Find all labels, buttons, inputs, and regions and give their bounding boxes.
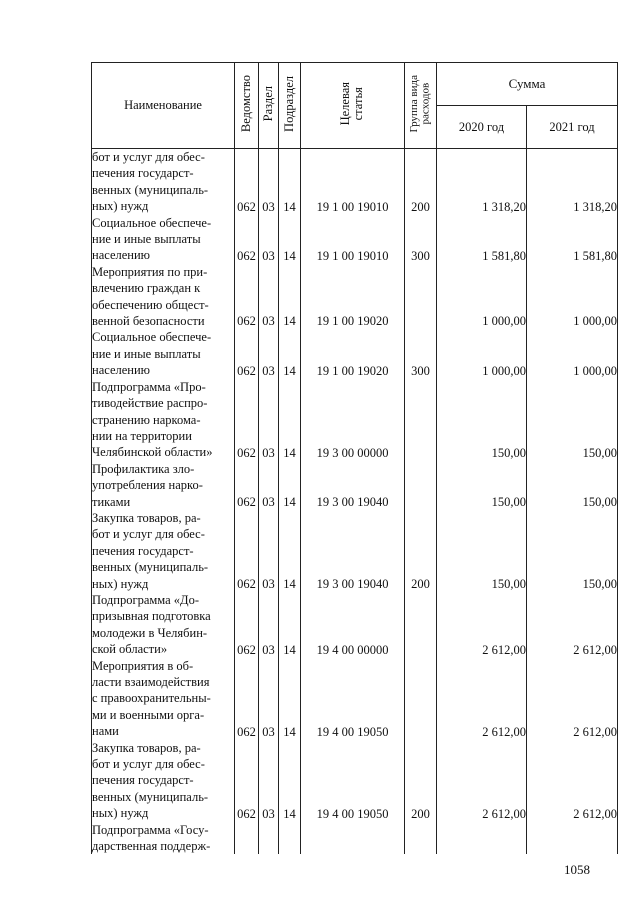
table-cell-sum-2020: 1 581,80 xyxy=(437,215,527,264)
table-cell-gruppa: 300 xyxy=(405,215,437,264)
table-cell-name: Профилактика зло- употребления нарко- тиками xyxy=(92,461,235,510)
header-summa: Сумма xyxy=(437,63,618,106)
table-cell-celevaya-statya: 19 3 00 19040 xyxy=(301,461,405,510)
table-row xyxy=(92,379,618,461)
table-cell-gruppa: 200 xyxy=(405,149,437,215)
table-cell-vedomstvo: 062 xyxy=(235,461,259,510)
header-vedomstvo: Ведомство xyxy=(235,63,259,149)
table-cell-name: Закупка товаров, ра- бот и услуг для обес- печения государст- венных (муниципаль- ных) нужд xyxy=(92,510,235,592)
table-cell-sum-2020: 2 612,00 xyxy=(437,592,527,658)
table-cell-vedomstvo: 062 xyxy=(235,149,259,215)
table-cell-name: Закупка товаров, ра- бот и услуг для обес- печения государст- венных (муниципаль- ных) нужд xyxy=(92,740,235,822)
table-cell-gruppa: 200 xyxy=(405,510,437,592)
table-cell-vedomstvo: 062 xyxy=(235,329,259,378)
table-cell-sum-2020: 2 612,00 xyxy=(437,658,527,740)
table-row xyxy=(92,592,618,658)
table-cell-gruppa xyxy=(405,822,437,855)
table-cell-razdel: 03 xyxy=(259,264,279,330)
table-cell-name: Мероприятия в об- ласти взаимодействия с правоохранительны- ми и военными орга- нами xyxy=(92,658,235,740)
table-cell-celevaya-statya: 19 1 00 19020 xyxy=(301,264,405,330)
table-cell-vedomstvo: 062 xyxy=(235,379,259,461)
table-cell-podrazdel: 14 xyxy=(279,379,301,461)
table-cell-razdel: 03 xyxy=(259,329,279,378)
table-cell-sum-2021: 150,00 xyxy=(527,461,618,510)
table-cell-razdel: 03 xyxy=(259,149,279,215)
table-cell-razdel: 03 xyxy=(259,658,279,740)
table-cell-celevaya-statya: 19 1 00 19010 xyxy=(301,215,405,264)
table-cell-name: Мероприятия по при- влечению граждан к обеспечению общест- венной безопасности xyxy=(92,264,235,330)
table-cell-celevaya-statya: 19 3 00 19040 xyxy=(301,510,405,592)
table-cell-name: Социальное обеспече- ние и иные выплаты населению xyxy=(92,215,235,264)
table-cell-name: Подпрограмма «До- призывная подготовка молодежи в Челябин- ской области» xyxy=(92,592,235,658)
table-cell-vedomstvo: 062 xyxy=(235,510,259,592)
header-name: Наименование xyxy=(92,63,235,149)
table-cell-vedomstvo: 062 xyxy=(235,740,259,822)
header-celevaya-statya: Целевая статья xyxy=(301,63,405,149)
table-cell-sum-2021: 150,00 xyxy=(527,379,618,461)
table-cell-gruppa: 300 xyxy=(405,329,437,378)
table-cell-celevaya-statya xyxy=(301,822,405,855)
header-gruppa-vida-rashodov: Группа вида расходов xyxy=(405,63,437,149)
table-cell-celevaya-statya: 19 4 00 00000 xyxy=(301,592,405,658)
table-cell-gruppa xyxy=(405,264,437,330)
table-cell-razdel xyxy=(259,822,279,855)
table-cell-sum-2021: 1 000,00 xyxy=(527,329,618,378)
table-cell-sum-2020: 1 000,00 xyxy=(437,264,527,330)
table-cell-podrazdel: 14 xyxy=(279,329,301,378)
table-cell-podrazdel: 14 xyxy=(279,592,301,658)
header-podrazdel: Подраздел xyxy=(279,63,301,149)
table-cell-name: бот и услуг для обес- печения государст- венных (муниципаль- ных) нужд xyxy=(92,149,235,215)
table-row xyxy=(92,215,618,264)
table-cell-sum-2021 xyxy=(527,822,618,855)
table-cell-razdel: 03 xyxy=(259,215,279,264)
table-cell-celevaya-statya: 19 1 00 19010 xyxy=(301,149,405,215)
table-cell-name: Подпрограмма «Госу- дарственная поддерж- xyxy=(92,822,235,855)
table-cell-gruppa: 200 xyxy=(405,740,437,822)
table-cell-vedomstvo: 062 xyxy=(235,215,259,264)
table-row xyxy=(92,510,618,592)
table-cell-gruppa xyxy=(405,658,437,740)
table-cell-name: Подпрограмма «Про- тиводействие распро- странению наркома- нии на территории Челябинской области» xyxy=(92,379,235,461)
table-cell-podrazdel: 14 xyxy=(279,658,301,740)
table-cell-sum-2021: 150,00 xyxy=(527,510,618,592)
table-cell-sum-2020: 150,00 xyxy=(437,379,527,461)
table-cell-razdel: 03 xyxy=(259,592,279,658)
table-cell-gruppa xyxy=(405,461,437,510)
budget-table xyxy=(91,62,618,854)
table-cell-podrazdel: 14 xyxy=(279,215,301,264)
table-cell-vedomstvo: 062 xyxy=(235,592,259,658)
table-cell-sum-2020: 2 612,00 xyxy=(437,740,527,822)
table-cell-sum-2021: 2 612,00 xyxy=(527,592,618,658)
table-cell-podrazdel: 14 xyxy=(279,740,301,822)
table-cell-name: Социальное обеспече- ние и иные выплаты населению xyxy=(92,329,235,378)
table-cell-gruppa xyxy=(405,379,437,461)
table-cell-vedomstvo xyxy=(235,822,259,855)
table-row xyxy=(92,822,618,855)
table-cell-celevaya-statya: 19 3 00 00000 xyxy=(301,379,405,461)
table-cell-razdel: 03 xyxy=(259,379,279,461)
table-cell-podrazdel: 14 xyxy=(279,149,301,215)
table-cell-sum-2021: 1 318,20 xyxy=(527,149,618,215)
table-cell-sum-2021: 1 581,80 xyxy=(527,215,618,264)
table-cell-sum-2020: 1 000,00 xyxy=(437,329,527,378)
table-row xyxy=(92,149,618,215)
table-cell-celevaya-statya: 19 4 00 19050 xyxy=(301,658,405,740)
table-cell-vedomstvo: 062 xyxy=(235,658,259,740)
table-cell-razdel: 03 xyxy=(259,740,279,822)
table-cell-celevaya-statya: 19 1 00 19020 xyxy=(301,329,405,378)
table-row xyxy=(92,658,618,740)
table-cell-razdel: 03 xyxy=(259,461,279,510)
table-cell-podrazdel: 14 xyxy=(279,461,301,510)
table-row xyxy=(92,329,618,378)
table-cell-sum-2021: 2 612,00 xyxy=(527,658,618,740)
table-cell-sum-2020: 150,00 xyxy=(437,461,527,510)
header-2020: 2020 год xyxy=(437,106,527,149)
table-cell-podrazdel xyxy=(279,822,301,855)
table-row xyxy=(92,264,618,330)
table-cell-podrazdel: 14 xyxy=(279,264,301,330)
table-cell-gruppa xyxy=(405,592,437,658)
table-cell-sum-2020: 150,00 xyxy=(437,510,527,592)
table-row xyxy=(92,461,618,510)
table-cell-sum-2021: 2 612,00 xyxy=(527,740,618,822)
table-cell-razdel: 03 xyxy=(259,510,279,592)
table-row xyxy=(92,740,618,822)
table-cell-podrazdel: 14 xyxy=(279,510,301,592)
table-cell-sum-2020 xyxy=(437,822,527,855)
table-cell-sum-2020: 1 318,20 xyxy=(437,149,527,215)
table-cell-celevaya-statya: 19 4 00 19050 xyxy=(301,740,405,822)
header-razdel: Раздел xyxy=(259,63,279,149)
table-cell-vedomstvo: 062 xyxy=(235,264,259,330)
table-cell-sum-2021: 1 000,00 xyxy=(527,264,618,330)
page-number: 1058 xyxy=(564,862,590,877)
header-2021: 2021 год xyxy=(527,106,618,149)
